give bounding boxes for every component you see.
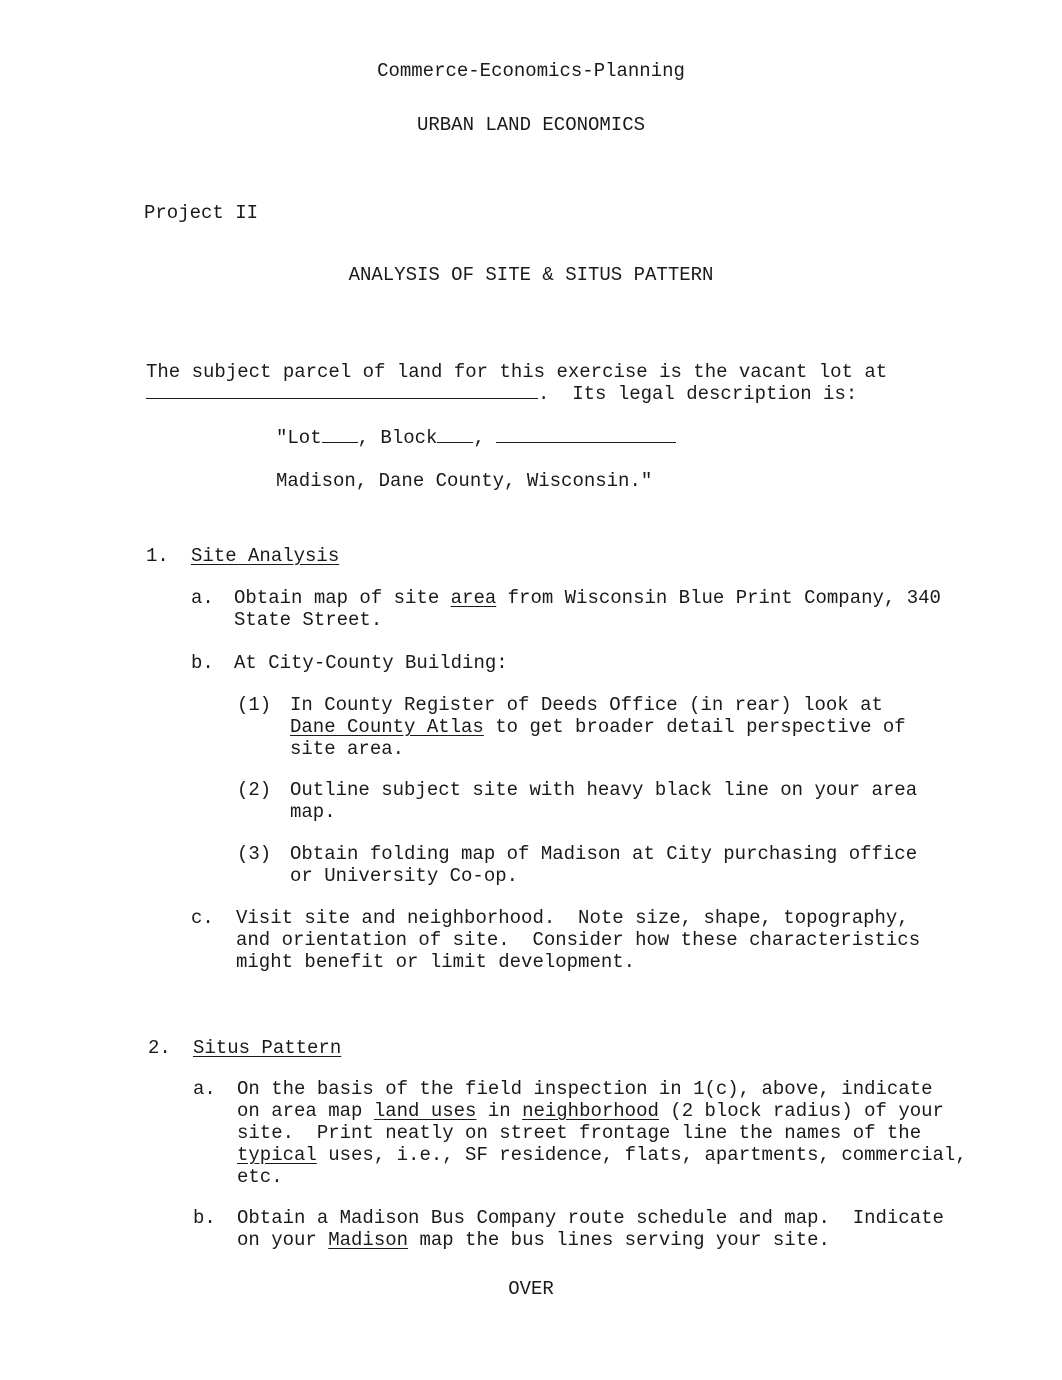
- legal-description-line-2: Madison, Dane County, Wisconsin.": [276, 470, 653, 492]
- legal-description-line-1: [276, 426, 676, 449]
- madison-underlined: Madison: [328, 1229, 409, 1251]
- item-2a-line-4: [237, 1144, 967, 1166]
- item-1b-label: b.: [191, 652, 214, 674]
- section-1-number: 1.: [146, 545, 169, 567]
- project-label: Project II: [144, 202, 259, 224]
- subitem-1-line-2: [290, 716, 906, 738]
- subitem-1-line-1: In County Register of Deeds Office (in rear) look at: [290, 694, 883, 716]
- subitem-2-label: (2): [237, 779, 272, 801]
- block-blank: [437, 426, 473, 443]
- item-2a-line-1: On the basis of the field inspection in 1(c), above, indicate: [237, 1078, 933, 1100]
- typical-underlined: typical: [237, 1144, 317, 1166]
- section-1-heading: Site Analysis: [191, 545, 340, 567]
- item-1a-text-rest: from Wisconsin Blue Print Company, 340: [496, 587, 941, 609]
- item-2a-line-2-text-c: (2 block radius) of your: [658, 1100, 944, 1122]
- section-2-number: 2.: [148, 1037, 171, 1059]
- subitem-1-line-2-text: to get broader detail perspective of: [483, 716, 906, 738]
- land-uses-underlined: land uses: [373, 1100, 477, 1122]
- item-1c-line-1: Visit site and neighborhood. Note size, shape, topography,: [236, 907, 909, 929]
- legal-comma: ,: [473, 427, 485, 449]
- item-2b-line-2-text-a: on your: [237, 1229, 329, 1251]
- item-2a-line-2-text-b: in: [476, 1100, 523, 1122]
- subitem-1-line-3: site area.: [290, 738, 405, 760]
- over-label: OVER: [508, 1278, 554, 1300]
- item-1a-line-2: State Street.: [234, 609, 383, 631]
- department-line: Commerce-Economics-Planning: [377, 60, 685, 82]
- course-title: URBAN LAND ECONOMICS: [416, 114, 646, 136]
- intro-line-1: The subject parcel of land for this exercise is the vacant lot at: [146, 361, 888, 383]
- subdivision-blank: [496, 426, 676, 443]
- item-1a-line-1: [234, 587, 941, 609]
- page-title: ANALYSIS OF SITE & SITUS PATTERN: [348, 264, 714, 286]
- item-2a-line-2-text-a: on area map: [237, 1100, 374, 1122]
- item-2a-label: a.: [193, 1078, 216, 1100]
- section-2-heading: Situs Pattern: [193, 1037, 342, 1059]
- item-2a-line-5: etc.: [237, 1166, 283, 1188]
- dane-county-atlas: Dane County Atlas: [290, 716, 484, 738]
- lot-blank: [322, 426, 358, 443]
- item-2b-line-1: Obtain a Madison Bus Company route schedule and map. Indicate: [237, 1207, 944, 1229]
- item-1c-line-3: might benefit or limit development.: [236, 951, 636, 973]
- subitem-3-line-1: Obtain folding map of Madison at City purchasing office: [290, 843, 918, 865]
- legal-lot-label: "Lot: [276, 427, 322, 449]
- item-1a-text: Obtain map of site: [234, 587, 451, 609]
- item-2b-line-2: [237, 1229, 830, 1251]
- item-2b-label: b.: [193, 1207, 216, 1229]
- neighborhood-underlined: neighborhood: [522, 1100, 659, 1122]
- item-1c-line-2: and orientation of site. Consider how these characteristics: [236, 929, 921, 951]
- subitem-3-label: (3): [237, 843, 272, 865]
- item-2a-line-3: site. Print neatly on street frontage line the names of the: [237, 1122, 922, 1144]
- subitem-3-line-2: or University Co-op.: [290, 865, 519, 887]
- item-2a-line-4-text: uses, i.e., SF residence, flats, apartments, commercial,: [316, 1144, 967, 1166]
- item-1c-label: c.: [191, 907, 214, 929]
- subitem-2-line-2: map.: [290, 801, 336, 823]
- item-2b-line-2-text-b: map the bus lines serving your site.: [408, 1229, 830, 1251]
- intro-line-2-text: . Its legal description is:: [538, 383, 858, 405]
- item-2a-line-2: [237, 1100, 944, 1122]
- item-1a-label: a.: [191, 587, 214, 609]
- item-1b-text: At City-County Building:: [234, 652, 508, 674]
- address-blank: [146, 382, 538, 399]
- subitem-2-line-1: Outline subject site with heavy black line on your area: [290, 779, 918, 801]
- item-1a-underlined: area: [450, 587, 497, 609]
- intro-line-2: [146, 382, 857, 405]
- subitem-1-label: (1): [237, 694, 272, 716]
- legal-block-label: , Block: [357, 427, 438, 449]
